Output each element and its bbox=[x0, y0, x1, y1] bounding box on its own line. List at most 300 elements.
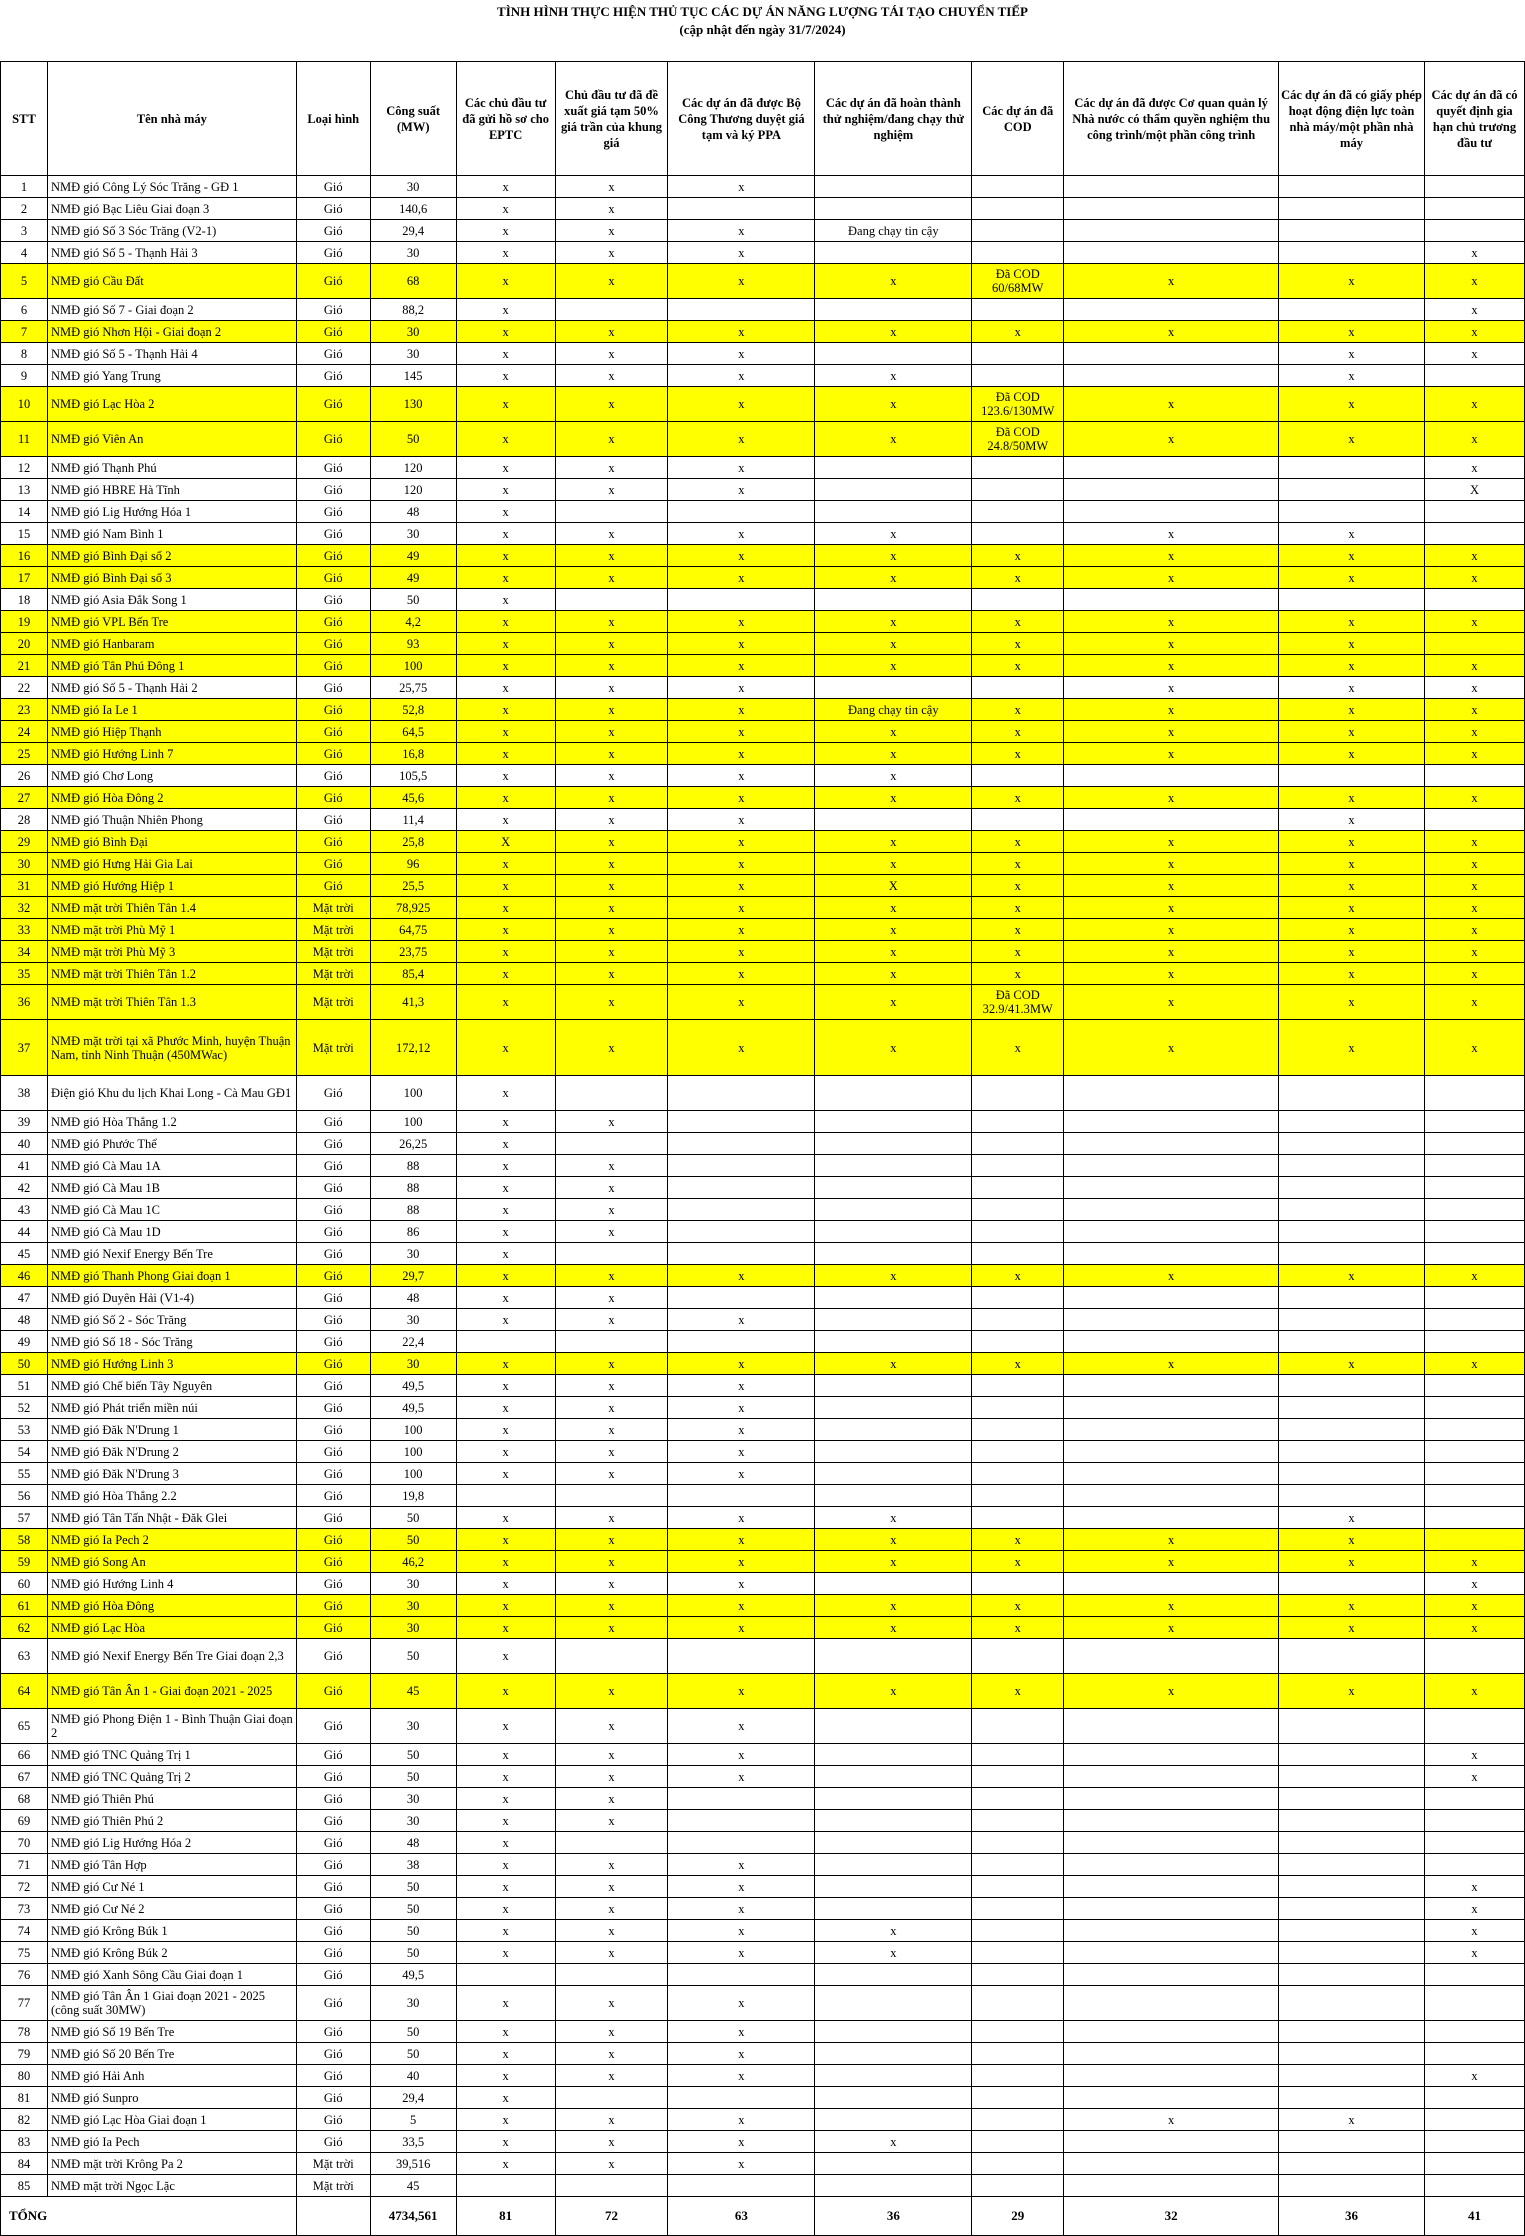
cell-type: Gió bbox=[296, 1920, 370, 1942]
table-row bbox=[1, 387, 1525, 422]
table-row bbox=[1, 1595, 1525, 1617]
cell-acceptance: x bbox=[1064, 743, 1279, 765]
cell-cod bbox=[972, 1177, 1064, 1199]
cell-ppa-signed: x bbox=[668, 1375, 815, 1397]
cell-acceptance: x bbox=[1064, 611, 1279, 633]
cell-name: NMĐ gió Hướng Linh 4 bbox=[47, 1573, 296, 1595]
cell-extension: x bbox=[1424, 1942, 1524, 1964]
cell-extension bbox=[1424, 365, 1524, 387]
cell-cod: x bbox=[972, 611, 1064, 633]
cell-acceptance: x bbox=[1064, 787, 1279, 809]
cell-name: NMĐ gió Tân Ân 1 - Giai đoạn 2021 - 2025 bbox=[47, 1674, 296, 1709]
cell-name: NMĐ gió Thiên Phú bbox=[47, 1788, 296, 1810]
cell-name: NMĐ gió Hòa Đông 2 bbox=[47, 787, 296, 809]
cell-capacity: 50 bbox=[370, 1507, 456, 1529]
cell-extension: x bbox=[1424, 567, 1524, 589]
table-row bbox=[1, 365, 1525, 387]
cell-eptc-submitted: x bbox=[456, 365, 555, 387]
cell-stt: 2 bbox=[1, 198, 48, 220]
cell-acceptance: x bbox=[1064, 853, 1279, 875]
cell-ppa-signed: x bbox=[668, 422, 815, 457]
cell-capacity: 50 bbox=[370, 1898, 456, 1920]
table-row bbox=[1, 1133, 1525, 1155]
cell-type: Gió bbox=[296, 1674, 370, 1709]
cell-acceptance bbox=[1064, 365, 1279, 387]
cell-price-proposed: x bbox=[555, 523, 668, 545]
cell-ppa-signed: x bbox=[668, 1898, 815, 1920]
cell-extension: x bbox=[1424, 853, 1524, 875]
cell-name: NMĐ gió Công Lý Sóc Trăng - GĐ 1 bbox=[47, 176, 296, 198]
cell-name: NMĐ gió Số 5 - Thạnh Hải 3 bbox=[47, 242, 296, 264]
cell-type: Gió bbox=[296, 677, 370, 699]
cell-extension bbox=[1424, 2021, 1524, 2043]
cell-ppa-signed: x bbox=[668, 765, 815, 787]
cell-cod bbox=[972, 1463, 1064, 1485]
cell-eptc-submitted: x bbox=[456, 2109, 555, 2131]
table-row bbox=[1, 699, 1525, 721]
cell-acceptance: x bbox=[1064, 422, 1279, 457]
cell-eptc-submitted: x bbox=[456, 1441, 555, 1463]
cell-eptc-submitted: x bbox=[456, 242, 555, 264]
cell-stt: 62 bbox=[1, 1617, 48, 1639]
cell-price-proposed: x bbox=[555, 1441, 668, 1463]
cell-capacity: 29,7 bbox=[370, 1265, 456, 1287]
cell-license bbox=[1279, 1419, 1425, 1441]
table-row bbox=[1, 1397, 1525, 1419]
cell-testing: x bbox=[815, 264, 972, 299]
cell-eptc-submitted: x bbox=[456, 1832, 555, 1854]
table-row bbox=[1, 176, 1525, 198]
cell-extension: x bbox=[1424, 1353, 1524, 1375]
cell-eptc-submitted: x bbox=[456, 1674, 555, 1709]
cell-ppa-signed: x bbox=[668, 1876, 815, 1898]
cell-license bbox=[1279, 198, 1425, 220]
cell-license: x bbox=[1279, 523, 1425, 545]
cell-extension bbox=[1424, 1485, 1524, 1507]
cell-acceptance bbox=[1064, 299, 1279, 321]
cell-license: x bbox=[1279, 545, 1425, 567]
table-row bbox=[1, 919, 1525, 941]
cell-stt: 31 bbox=[1, 875, 48, 897]
cell-cod: x bbox=[972, 1529, 1064, 1551]
cell-type: Gió bbox=[296, 853, 370, 875]
cell-name: NMĐ gió HBRE Hà Tĩnh bbox=[47, 479, 296, 501]
cell-extension bbox=[1424, 1709, 1524, 1744]
cell-ppa-signed: x bbox=[668, 941, 815, 963]
cell-cod bbox=[972, 479, 1064, 501]
cell-stt: 60 bbox=[1, 1573, 48, 1595]
cell-stt: 32 bbox=[1, 897, 48, 919]
cell-eptc-submitted: x bbox=[456, 699, 555, 721]
cell-cod bbox=[972, 2131, 1064, 2153]
cell-eptc-submitted: x bbox=[456, 2087, 555, 2109]
cell-type: Gió bbox=[296, 321, 370, 343]
cell-price-proposed: x bbox=[555, 198, 668, 220]
cell-type: Gió bbox=[296, 1265, 370, 1287]
table-row bbox=[1, 1986, 1525, 2021]
cell-price-proposed: x bbox=[555, 1463, 668, 1485]
cell-price-proposed: x bbox=[555, 1595, 668, 1617]
cell-stt: 44 bbox=[1, 1221, 48, 1243]
cell-testing bbox=[815, 1898, 972, 1920]
cell-eptc-submitted: x bbox=[456, 1419, 555, 1441]
cell-ppa-signed bbox=[668, 1832, 815, 1854]
cell-testing bbox=[815, 677, 972, 699]
column-header-testing: Các dự án đã hoàn thành thử nghiệm/đang chạy thử nghiệm bbox=[815, 62, 972, 176]
cell-eptc-submitted: x bbox=[456, 1199, 555, 1221]
cell-stt: 65 bbox=[1, 1709, 48, 1744]
total-count-testing: 36 bbox=[815, 2197, 972, 2236]
cell-type: Gió bbox=[296, 1986, 370, 2021]
cell-license bbox=[1279, 1397, 1425, 1419]
cell-capacity: 25,5 bbox=[370, 875, 456, 897]
cell-license bbox=[1279, 1942, 1425, 1964]
cell-ppa-signed: x bbox=[668, 611, 815, 633]
cell-license bbox=[1279, 299, 1425, 321]
cell-extension bbox=[1424, 1076, 1524, 1111]
cell-eptc-submitted: x bbox=[456, 479, 555, 501]
cell-extension bbox=[1424, 501, 1524, 523]
cell-stt: 29 bbox=[1, 831, 48, 853]
cell-price-proposed: x bbox=[555, 1788, 668, 1810]
cell-type: Mặt trời bbox=[296, 1020, 370, 1076]
cell-license bbox=[1279, 1832, 1425, 1854]
cell-type: Gió bbox=[296, 831, 370, 853]
cell-testing: x bbox=[815, 545, 972, 567]
cell-name: NMĐ gió Số 7 - Giai đoạn 2 bbox=[47, 299, 296, 321]
cell-name: NMĐ gió Lig Hướng Hóa 2 bbox=[47, 1832, 296, 1854]
cell-eptc-submitted: x bbox=[456, 1397, 555, 1419]
cell-ppa-signed: x bbox=[668, 545, 815, 567]
cell-cod bbox=[972, 1221, 1064, 1243]
cell-stt: 3 bbox=[1, 220, 48, 242]
cell-acceptance bbox=[1064, 589, 1279, 611]
cell-acceptance: x bbox=[1064, 677, 1279, 699]
cell-name: NMĐ gió Chơ Long bbox=[47, 765, 296, 787]
cell-price-proposed bbox=[555, 1243, 668, 1265]
cell-capacity: 93 bbox=[370, 633, 456, 655]
cell-testing: x bbox=[815, 1529, 972, 1551]
cell-type: Gió bbox=[296, 1898, 370, 1920]
cell-cod bbox=[972, 1441, 1064, 1463]
cell-license bbox=[1279, 765, 1425, 787]
cell-license bbox=[1279, 1076, 1425, 1111]
cell-eptc-submitted: x bbox=[456, 1133, 555, 1155]
cell-name: NMĐ gió Đăk N'Drung 2 bbox=[47, 1441, 296, 1463]
cell-ppa-signed: x bbox=[668, 1674, 815, 1709]
cell-license: x bbox=[1279, 809, 1425, 831]
cell-extension: x bbox=[1424, 387, 1524, 422]
cell-extension bbox=[1424, 1309, 1524, 1331]
cell-cod bbox=[972, 677, 1064, 699]
cell-stt: 10 bbox=[1, 387, 48, 422]
cell-testing bbox=[815, 1155, 972, 1177]
cell-extension: x bbox=[1424, 343, 1524, 365]
cell-name: NMĐ mặt trời Phù Mỹ 1 bbox=[47, 919, 296, 941]
cell-extension bbox=[1424, 1133, 1524, 1155]
cell-name: NMĐ gió Phước Thể bbox=[47, 1133, 296, 1155]
cell-price-proposed: x bbox=[555, 1397, 668, 1419]
cell-license bbox=[1279, 1155, 1425, 1177]
cell-name: NMĐ gió Bình Đại bbox=[47, 831, 296, 853]
cell-stt: 5 bbox=[1, 264, 48, 299]
cell-type: Gió bbox=[296, 2021, 370, 2043]
cell-price-proposed: x bbox=[555, 655, 668, 677]
cell-stt: 14 bbox=[1, 501, 48, 523]
cell-name: NMĐ gió Krông Búk 1 bbox=[47, 1920, 296, 1942]
cell-stt: 36 bbox=[1, 985, 48, 1020]
cell-type: Mặt trời bbox=[296, 985, 370, 1020]
cell-testing bbox=[815, 1199, 972, 1221]
cell-eptc-submitted: x bbox=[456, 264, 555, 299]
cell-stt: 21 bbox=[1, 655, 48, 677]
cell-testing bbox=[815, 1221, 972, 1243]
cell-price-proposed: x bbox=[555, 809, 668, 831]
cell-type: Gió bbox=[296, 198, 370, 220]
cell-type: Gió bbox=[296, 1441, 370, 1463]
cell-cod: x bbox=[972, 1595, 1064, 1617]
cell-eptc-submitted: x bbox=[456, 941, 555, 963]
cell-license bbox=[1279, 1375, 1425, 1397]
cell-name: NMĐ gió Số 5 - Thạnh Hải 2 bbox=[47, 677, 296, 699]
cell-license bbox=[1279, 1898, 1425, 1920]
cell-name: NMĐ gió Hòa Đông bbox=[47, 1595, 296, 1617]
cell-eptc-submitted: x bbox=[456, 1243, 555, 1265]
cell-license bbox=[1279, 1133, 1425, 1155]
table-row bbox=[1, 1331, 1525, 1353]
cell-cod bbox=[972, 765, 1064, 787]
cell-testing bbox=[815, 1788, 972, 1810]
cell-cod bbox=[972, 457, 1064, 479]
cell-testing: Đang chạy tin cậy bbox=[815, 220, 972, 242]
cell-ppa-signed: x bbox=[668, 1353, 815, 1375]
cell-name: NMĐ mặt trời Krông Pa 2 bbox=[47, 2153, 296, 2175]
table-row bbox=[1, 545, 1525, 567]
cell-capacity: 4,2 bbox=[370, 611, 456, 633]
cell-eptc-submitted: x bbox=[456, 1920, 555, 1942]
table-row bbox=[1, 721, 1525, 743]
cell-extension bbox=[1424, 176, 1524, 198]
cell-license bbox=[1279, 1744, 1425, 1766]
cell-price-proposed: x bbox=[555, 919, 668, 941]
cell-testing bbox=[815, 501, 972, 523]
cell-capacity: 105,5 bbox=[370, 765, 456, 787]
cell-capacity: 33,5 bbox=[370, 2131, 456, 2153]
cell-type: Gió bbox=[296, 1573, 370, 1595]
cell-capacity: 30 bbox=[370, 1986, 456, 2021]
cell-type: Gió bbox=[296, 1155, 370, 1177]
cell-license bbox=[1279, 1463, 1425, 1485]
cell-ppa-signed bbox=[668, 1177, 815, 1199]
cell-acceptance: x bbox=[1064, 985, 1279, 1020]
cell-eptc-submitted: x bbox=[456, 1529, 555, 1551]
table-row bbox=[1, 809, 1525, 831]
cell-name: NMĐ gió Cư Né 2 bbox=[47, 1898, 296, 1920]
cell-type: Gió bbox=[296, 2065, 370, 2087]
cell-testing bbox=[815, 1287, 972, 1309]
cell-license bbox=[1279, 1573, 1425, 1595]
cell-type: Gió bbox=[296, 1876, 370, 1898]
cell-cod bbox=[972, 2021, 1064, 2043]
document-title: TÌNH HÌNH THỰC HIỆN THỦ TỤC CÁC DỰ ÁN NĂNG LƯỢNG TÁI TẠO CHUYỂN TIẾP bbox=[497, 4, 1028, 19]
cell-stt: 58 bbox=[1, 1529, 48, 1551]
cell-eptc-submitted bbox=[456, 2175, 555, 2197]
cell-eptc-submitted: x bbox=[456, 985, 555, 1020]
cell-cod bbox=[972, 1507, 1064, 1529]
cell-cod bbox=[972, 176, 1064, 198]
cell-testing bbox=[815, 1709, 972, 1744]
cell-type: Gió bbox=[296, 743, 370, 765]
cell-eptc-submitted: x bbox=[456, 611, 555, 633]
cell-cod bbox=[972, 1788, 1064, 1810]
total-count-price-proposed: 72 bbox=[555, 2197, 668, 2236]
cell-extension: x bbox=[1424, 545, 1524, 567]
table-row bbox=[1, 1766, 1525, 1788]
cell-capacity: 48 bbox=[370, 501, 456, 523]
cell-name: NMĐ gió Đăk N'Drung 3 bbox=[47, 1463, 296, 1485]
cell-acceptance bbox=[1064, 1744, 1279, 1766]
cell-testing bbox=[815, 457, 972, 479]
cell-testing: x bbox=[815, 919, 972, 941]
cell-stt: 6 bbox=[1, 299, 48, 321]
cell-name: NMĐ gió Lạc Hòa 2 bbox=[47, 387, 296, 422]
table-row bbox=[1, 853, 1525, 875]
cell-ppa-signed bbox=[668, 1287, 815, 1309]
cell-acceptance: x bbox=[1064, 1529, 1279, 1551]
cell-stt: 9 bbox=[1, 365, 48, 387]
cell-extension bbox=[1424, 1463, 1524, 1485]
cell-ppa-signed: x bbox=[668, 897, 815, 919]
cell-eptc-submitted: x bbox=[456, 387, 555, 422]
cell-capacity: 39,516 bbox=[370, 2153, 456, 2175]
cell-type: Gió bbox=[296, 1287, 370, 1309]
cell-testing bbox=[815, 1463, 972, 1485]
cell-type: Gió bbox=[296, 1309, 370, 1331]
cell-price-proposed: x bbox=[555, 853, 668, 875]
cell-acceptance bbox=[1064, 2087, 1279, 2109]
cell-price-proposed: x bbox=[555, 1766, 668, 1788]
cell-type: Gió bbox=[296, 1243, 370, 1265]
cell-ppa-signed bbox=[668, 2175, 815, 2197]
cell-extension bbox=[1424, 589, 1524, 611]
cell-capacity: 50 bbox=[370, 1529, 456, 1551]
cell-price-proposed: x bbox=[555, 1898, 668, 1920]
cell-testing: x bbox=[815, 853, 972, 875]
cell-type: Gió bbox=[296, 479, 370, 501]
cell-testing: x bbox=[815, 1617, 972, 1639]
table-row bbox=[1, 765, 1525, 787]
cell-capacity: 30 bbox=[370, 242, 456, 264]
cell-price-proposed: x bbox=[555, 831, 668, 853]
cell-capacity: 30 bbox=[370, 1573, 456, 1595]
cell-license: x bbox=[1279, 365, 1425, 387]
cell-license: x bbox=[1279, 897, 1425, 919]
cell-ppa-signed: x bbox=[668, 1595, 815, 1617]
table-row bbox=[1, 1964, 1525, 1986]
cell-extension: x bbox=[1424, 831, 1524, 853]
cell-capacity: 19,8 bbox=[370, 1485, 456, 1507]
cell-type: Gió bbox=[296, 589, 370, 611]
cell-type: Gió bbox=[296, 1617, 370, 1639]
cell-ppa-signed: x bbox=[668, 1709, 815, 1744]
cell-extension bbox=[1424, 198, 1524, 220]
cell-type: Gió bbox=[296, 1854, 370, 1876]
cell-stt: 30 bbox=[1, 853, 48, 875]
cell-ppa-signed bbox=[668, 1111, 815, 1133]
cell-price-proposed bbox=[555, 299, 668, 321]
column-header-license: Các dự án đã có giấy phép hoạt động điện lực toàn nhà máy/một phần nhà máy bbox=[1279, 62, 1425, 176]
cell-capacity: 140,6 bbox=[370, 198, 456, 220]
cell-acceptance bbox=[1064, 1709, 1279, 1744]
cell-extension bbox=[1424, 809, 1524, 831]
cell-type: Gió bbox=[296, 1744, 370, 1766]
cell-price-proposed: x bbox=[555, 2043, 668, 2065]
cell-acceptance: x bbox=[1064, 633, 1279, 655]
cell-cod: x bbox=[972, 1674, 1064, 1709]
cell-extension: x bbox=[1424, 1020, 1524, 1076]
cell-testing bbox=[815, 1854, 972, 1876]
column-header-capacity: Công suất (MW) bbox=[370, 62, 456, 176]
cell-ppa-signed: x bbox=[668, 2153, 815, 2175]
table-row bbox=[1, 611, 1525, 633]
cell-extension bbox=[1424, 1375, 1524, 1397]
cell-name: NMĐ mặt trời Phù Mỹ 3 bbox=[47, 941, 296, 963]
cell-name: NMĐ gió Tân Ân 1 Giai đoạn 2021 - 2025 (công suất 30MW) bbox=[47, 1986, 296, 2021]
cell-acceptance bbox=[1064, 2065, 1279, 2087]
cell-license bbox=[1279, 1854, 1425, 1876]
cell-name: NMĐ gió Lạc Hòa bbox=[47, 1617, 296, 1639]
cell-acceptance: x bbox=[1064, 2109, 1279, 2131]
cell-acceptance: x bbox=[1064, 941, 1279, 963]
cell-testing: x bbox=[815, 1595, 972, 1617]
cell-license bbox=[1279, 2175, 1425, 2197]
cell-price-proposed bbox=[555, 1331, 668, 1353]
cell-name: NMĐ gió Viên An bbox=[47, 422, 296, 457]
cell-name: NMĐ gió Ia Pech 2 bbox=[47, 1529, 296, 1551]
cell-extension bbox=[1424, 1507, 1524, 1529]
cell-license bbox=[1279, 1485, 1425, 1507]
cell-price-proposed: x bbox=[555, 220, 668, 242]
cell-eptc-submitted: x bbox=[456, 1617, 555, 1639]
cell-name: NMĐ gió Ia Pech bbox=[47, 2131, 296, 2153]
cell-extension bbox=[1424, 2175, 1524, 2197]
cell-eptc-submitted: x bbox=[456, 1177, 555, 1199]
cell-capacity: 120 bbox=[370, 457, 456, 479]
cell-testing: x bbox=[815, 1674, 972, 1709]
cell-acceptance bbox=[1064, 242, 1279, 264]
cell-cod: x bbox=[972, 655, 1064, 677]
cell-stt: 56 bbox=[1, 1485, 48, 1507]
cell-testing: x bbox=[815, 523, 972, 545]
cell-price-proposed: x bbox=[555, 1942, 668, 1964]
cell-acceptance bbox=[1064, 1309, 1279, 1331]
cell-type: Gió bbox=[296, 264, 370, 299]
cell-eptc-submitted: x bbox=[456, 1709, 555, 1744]
cell-cod: x bbox=[972, 699, 1064, 721]
cell-ppa-signed: x bbox=[668, 321, 815, 343]
cell-capacity: 11,4 bbox=[370, 809, 456, 831]
cell-eptc-submitted: x bbox=[456, 1287, 555, 1309]
cell-price-proposed: x bbox=[555, 611, 668, 633]
cell-capacity: 120 bbox=[370, 479, 456, 501]
cell-acceptance bbox=[1064, 1876, 1279, 1898]
cell-ppa-signed: x bbox=[668, 567, 815, 589]
cell-extension: x bbox=[1424, 457, 1524, 479]
cell-license bbox=[1279, 1876, 1425, 1898]
cell-stt: 59 bbox=[1, 1551, 48, 1573]
table-row bbox=[1, 198, 1525, 220]
cell-cod bbox=[972, 1375, 1064, 1397]
